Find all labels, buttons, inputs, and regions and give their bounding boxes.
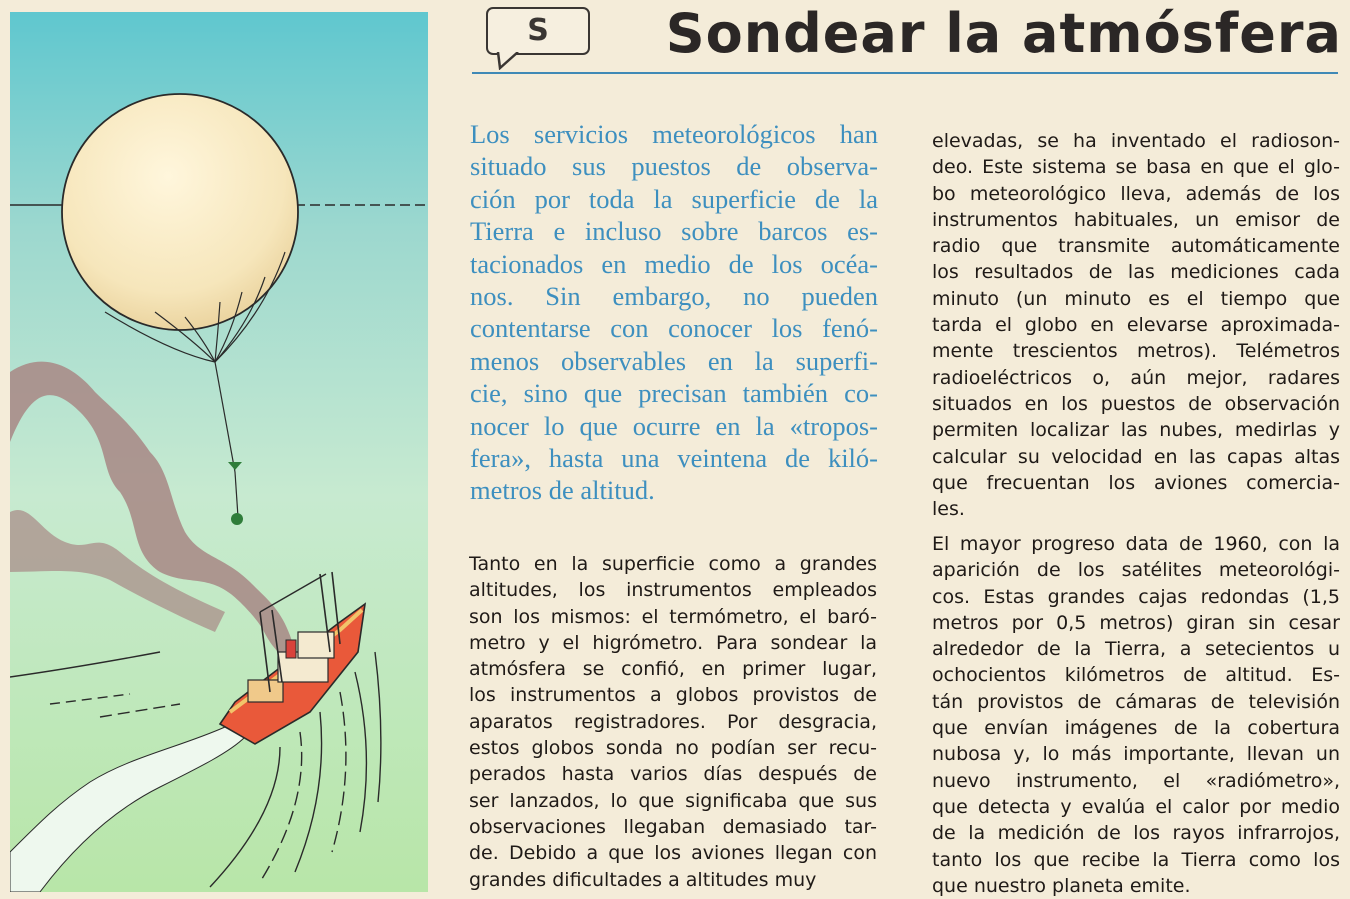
text-line: grandes dificultades a altitudes muy: [469, 868, 817, 891]
text-line: minuto (un minuto es el tiempo que: [932, 287, 1340, 310]
text-line: alrededor de la Tierra, a setecientos u: [932, 638, 1340, 661]
text-line: instrumentos habituales, un emisor de: [932, 208, 1340, 231]
text-line: los resultados de las mediciones cada: [932, 261, 1340, 284]
lead-paragraph: [470, 118, 878, 507]
text-line: situados en los puestos de observación: [932, 392, 1340, 415]
tab-tail-shape: [496, 52, 526, 70]
text-line: metros de altitud.: [470, 475, 655, 506]
text-line: nubosa y, lo más importante, llevan un: [932, 743, 1340, 766]
text-line: menos observables en la superfi-: [470, 345, 878, 376]
text-line: permiten localizar las nubes, medirlas y: [932, 419, 1340, 442]
text-line: cie, sino que precisan también co-: [470, 378, 878, 409]
column-right-paragraph-2: [932, 531, 1340, 899]
column-left-body: [469, 551, 877, 893]
text-line: radioeléctricos o, aún mejor, radares: [932, 366, 1340, 389]
text-line: Tanto en la superficie como a grandes: [469, 553, 877, 575]
weather-balloon: [62, 94, 298, 330]
text-line: tanto los que recibe la Tierra como los: [932, 848, 1340, 871]
text-line: tacionados en medio de los océa-: [470, 248, 878, 279]
text-line: elevadas, se ha inventado el radioson-: [932, 130, 1340, 152]
text-line: aparición de los satélites meteorológi-: [932, 559, 1340, 582]
text-line: cos. Estas grandes cajas redondas (1,5: [932, 585, 1340, 608]
text-line: aparatos registradores. Por desgracia,: [469, 710, 877, 733]
text-line: perados hasta varios días después de: [469, 763, 877, 786]
text-line: los instrumentos a globos provistos de: [469, 684, 877, 707]
text-line: que nuestro planeta emite.: [932, 874, 1191, 897]
text-line: que envían imágenes de la cobertura: [932, 717, 1340, 740]
text-line: nocer lo que ocurre en la «tropos-: [470, 410, 878, 441]
text-line: que detecta y evalúa el calor por medio: [932, 795, 1340, 818]
text-line: ochocientos kilómetros de altitud. Es-: [932, 664, 1340, 687]
text-line: El mayor progreso data de 1960, con la: [932, 533, 1340, 555]
radiosonde-instrument: [231, 513, 243, 525]
text-line: Los servicios meteorológicos han: [470, 119, 878, 149]
text-line: situado sus puestos de observa-: [470, 151, 878, 182]
text-line: calcular su velocidad en las capas altas: [932, 445, 1340, 468]
text-line: ser lanzados, lo que significaba que sus: [469, 789, 877, 812]
text-line: tán provistos de cámaras de televisión: [932, 690, 1340, 713]
balloon-ship-illustration: [10, 12, 428, 892]
text-line: de la medición de los rayos infrarrojos,: [932, 822, 1340, 845]
text-line: contentarse con conocer los fenó-: [470, 313, 878, 344]
text-line: de. Debido a que los aviones llegan con: [469, 842, 877, 865]
text-line: atmósfera se confió, en primer lugar,: [469, 658, 877, 681]
text-line: nos. Sin embargo, no pueden: [470, 280, 878, 311]
section-letter: S: [527, 13, 549, 48]
text-line: ción por toda la superficie de la: [470, 183, 878, 214]
text-line: metro y el higrómetro. Para sondear la: [469, 631, 877, 654]
text-line: les.: [932, 498, 965, 521]
text-line: tarda el globo en elevarse aproximada-: [932, 314, 1340, 337]
text-line: bo meteorológico lleva, además de los: [932, 182, 1340, 205]
text-line: altitudes, los instrumentos empleados: [469, 579, 877, 602]
title-rule: [472, 72, 1338, 74]
text-line: estos globos sonda no podían ser recu-: [469, 737, 877, 760]
text-line: deo. Este sistema se basa en que el glo-: [932, 156, 1340, 179]
text-line: Tierra e incluso sobre barcos es-: [470, 216, 878, 247]
text-line: son los mismos: el termómetro, el baró-: [469, 605, 877, 628]
page-title: Sondear la atmósfera: [665, 2, 1342, 65]
text-line: radio que transmite automáticamente: [932, 235, 1340, 258]
section-letter-tab: [486, 7, 590, 55]
text-line: mente trescientos metros). Telémetros: [932, 340, 1340, 363]
text-line: nuevo instrumento, el «radiómetro»,: [932, 769, 1340, 792]
column-right-paragraph-1: [932, 128, 1340, 522]
text-line: observaciones llegaban demasiado tar-: [469, 815, 877, 838]
text-line: fera», hasta una veintena de kiló-: [470, 442, 878, 473]
text-line: que frecuentan los aviones comercia-: [932, 471, 1340, 494]
text-line: metros por 0,5 metros) giran sin cesar: [932, 611, 1340, 634]
